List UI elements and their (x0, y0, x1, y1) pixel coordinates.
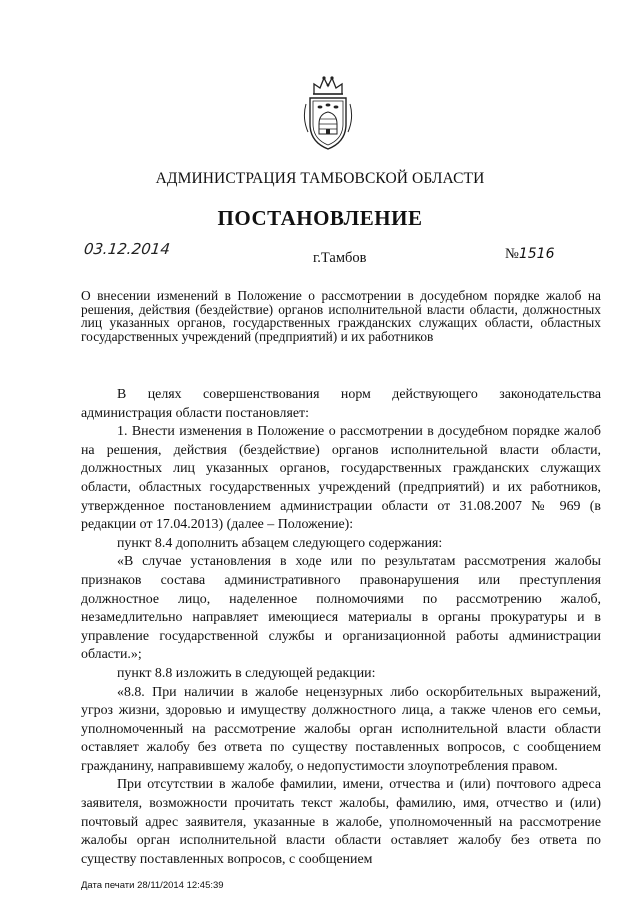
coat-of-arms-icon (300, 74, 356, 152)
document-subject: О внесении изменений в Положение о рассмотрении в досудебном порядке жалоб на решения, действия (бездействие) органов исполнительной власти области, должностных лиц указанных органов, государственных гражданских служащих области, областных государственных учреждений (предприятий) и их работников (81, 288, 601, 344)
number-prefix: № (505, 246, 519, 262)
body-paragraph: 1. Внести изменения в Положение о рассмотрении в досудебном порядке жалоб на решения, действия (бездействие) органов исполнительной власти области, должностных лиц указанных органов, государственных гражданских служащих области, областных государственных учреждений (предприятий) и их работников, утвержденное постановлением администрации области от 31.08.2007 № 969 (в редакции от 17.04.2013) (далее – Положение): (81, 424, 601, 533)
document-type-title: ПОСТАНОВЛЕНИЕ (217, 206, 423, 230)
organization-title: АДМИНИСТРАЦИЯ ТАМБОВСКОЙ ОБЛАСТИ (155, 170, 485, 187)
body-paragraph: пункт 8.4 дополнить абзацем следующего содержания: (117, 535, 443, 551)
document-date: 03.12.2014 (83, 240, 171, 258)
body-paragraph: В целях совершенствования норм действующего законодательства администрация области постановляет: (81, 387, 601, 421)
document-city: г.Тамбов (313, 250, 367, 266)
body-paragraph: При отсутствии в жалобе фамилии, имени, отчества и (или) почтового адреса заявителя, возможности прочитать текст жалобы, фамилию, имя, отчество и (или) почтовый адрес заявителя, указанные в жалобе, уполномоченный на рассмотрение жалобы орган исполнительной власти области оставляет жалобу без ответа по существу поставленных вопросов, с сообщением (81, 777, 601, 867)
body-paragraph: «8.8. При наличии в жалобе нецензурных либо оскорбительных выражений, угроз жизни, здоровью и имуществу должностного лица, а также членов его семьи, уполномоченный на рассмотрение жалобы орган исполнительной власти области оставляет жалобу без ответа по существу поставленных вопросов, с сообщением гражданину, направившему жалобу, о недопустимости злоупотребления правом. (81, 684, 601, 774)
number-value: 1516 (518, 246, 555, 262)
body-paragraph: «В случае установления в ходе или по результатам рассмотрения жалобы признаков состава административного правонарушения или преступления должностное лицо, наделенное полномочиями по рассмотрению жалоб, незамедлительно направляет имеющиеся материалы в органы прокуратуры и в управление государственной службы и организационной работы администрации области.»; (81, 554, 601, 663)
document-number (505, 246, 554, 263)
document-body (81, 386, 601, 869)
body-paragraph: пункт 8.8 изложить в следующей редакции: (117, 665, 376, 681)
print-date-footer: Дата печати 28/11/2014 12:45:39 (81, 880, 224, 891)
